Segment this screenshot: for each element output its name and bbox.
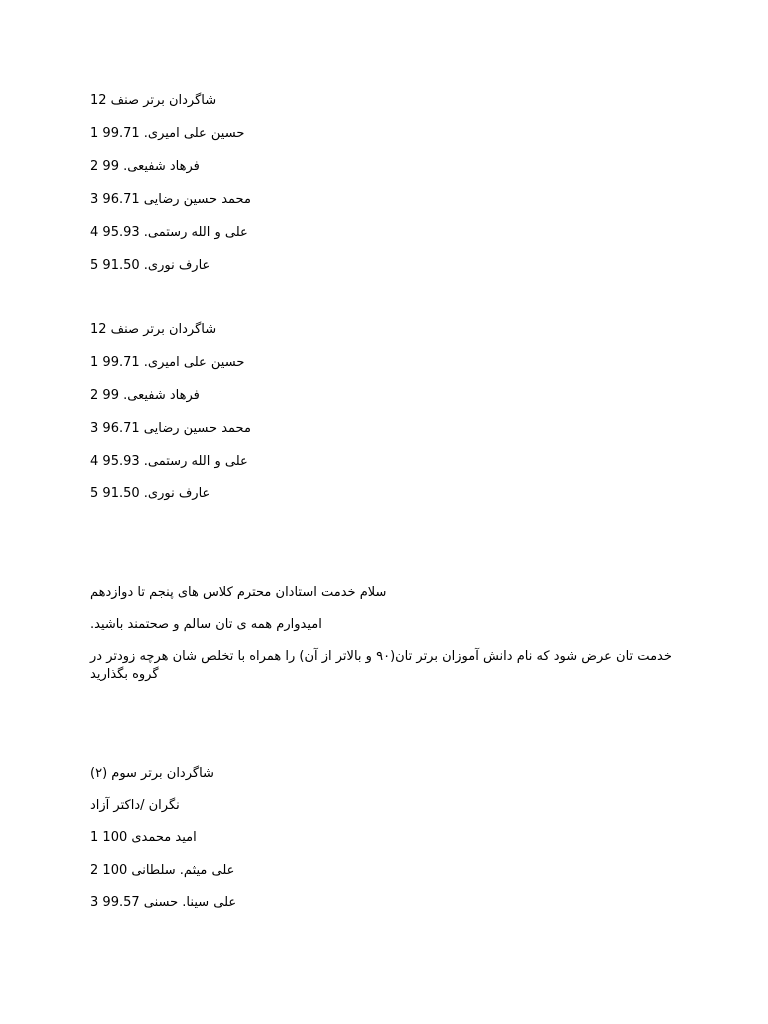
- section1-row-4: علی و الله رستمی. 95.93 4: [90, 225, 248, 240]
- section2-row-2: فرهاد شفیعی. 99 2: [90, 388, 200, 403]
- section2-row-3: محمد حسین رضایی 96.71 3: [90, 421, 251, 436]
- section3-row-2: علی میثم. سلطانی 100 2: [90, 863, 235, 878]
- section2-row-4: علی و الله رستمی. 95.93 4: [90, 454, 248, 469]
- section1-row-2: فرهاد شفیعی. 99 2: [90, 159, 200, 174]
- section3-row-1: امید محمدی 100 1: [90, 830, 197, 845]
- section1-row-1: حسین علی امیری. 99.71 1: [90, 126, 245, 141]
- section2-row-5: عارف نوری. 91.50 5: [90, 486, 211, 501]
- section1-row-3: محمد حسین رضایی 96.71 3: [90, 192, 251, 207]
- message-greeting: سلام خدمت استادان محترم کلاس های پنجم تا دوازدهم: [90, 585, 387, 600]
- section3-row-3: علی سینا. حسنی 99.57 3: [90, 895, 237, 910]
- section3-heading: شاگردان برتر سوم (۲): [90, 766, 214, 781]
- section1-row-5: عارف نوری. 91.50 5: [90, 258, 211, 273]
- message-request: خدمت تان عرض شود که نام دانش آموزان برتر تان(۹۰ و بالاتر از آن) را همراه با تخلص شان هرچه زودتر در گروه بگذارید: [90, 649, 672, 682]
- section2-row-1: حسین علی امیری. 99.71 1: [90, 355, 245, 370]
- section1-heading: شاگردان برتر صنف 12: [90, 93, 217, 108]
- section2-heading: شاگردان برتر صنف 12: [90, 322, 217, 337]
- message-wish: امیدوارم همه ی تان سالم و صحتمند باشید.: [90, 617, 322, 632]
- section3-supervisor: نگران /داکتر آزاد: [90, 798, 180, 813]
